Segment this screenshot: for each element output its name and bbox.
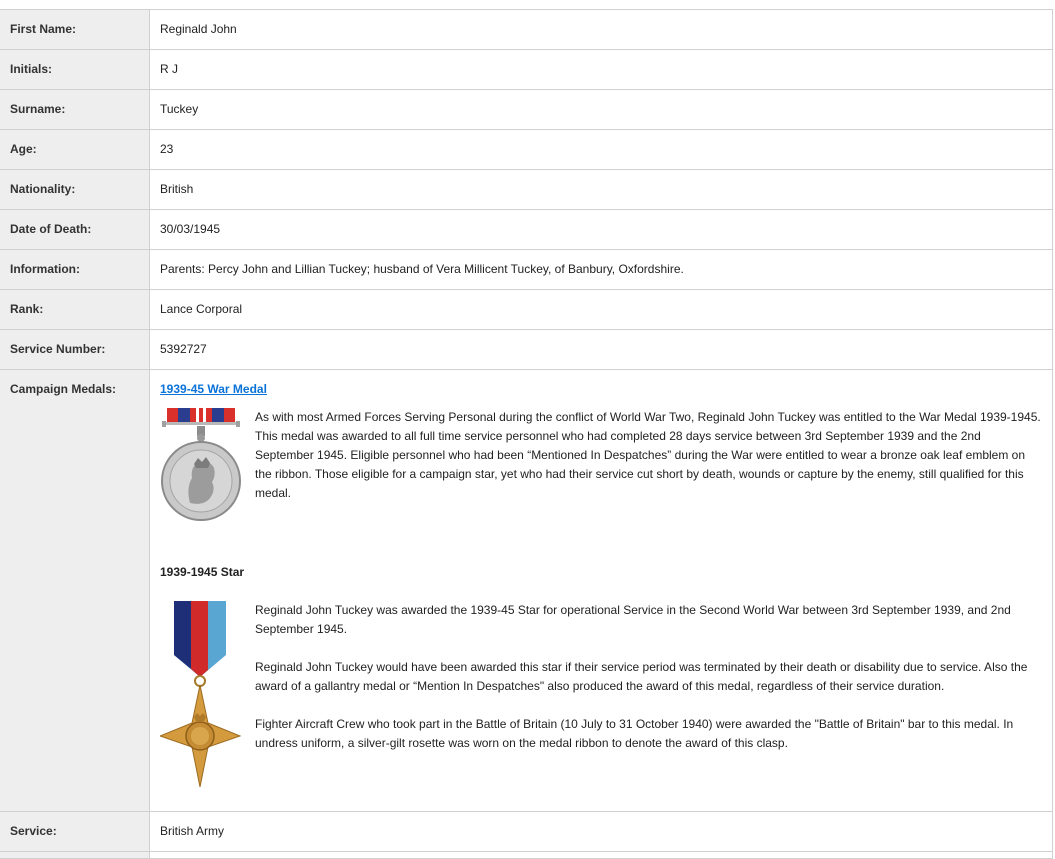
row-date-of-death	[0, 210, 1053, 250]
row-next-partial	[0, 852, 1053, 859]
label-first-name: First Name:	[0, 10, 150, 50]
label-nationality: Nationality:	[0, 170, 150, 210]
label-date-of-death: Date of Death:	[0, 210, 150, 250]
label-next-partial	[0, 852, 150, 859]
label-campaign-medals: Campaign Medals:	[0, 370, 150, 812]
value-service: British Army	[150, 812, 1053, 852]
label-age: Age:	[0, 130, 150, 170]
row-nationality	[0, 170, 1053, 210]
value-next-partial	[150, 852, 1053, 859]
label-information: Information:	[0, 250, 150, 290]
casualty-details-table	[0, 9, 1053, 859]
label-service-number: Service Number:	[0, 330, 150, 370]
star-paragraph-3: Fighter Aircraft Crew who took part in the Battle of Britain (10 July to 31 October 1940) were awarded the "Battle of Britain" bar to this medal. In undress uniform, a silver-gilt rosette was worn on the medal ribbon to denote the award of this clasp.	[255, 717, 1014, 750]
row-initials	[0, 50, 1053, 90]
row-surname	[0, 90, 1053, 130]
value-nationality: British	[150, 170, 1053, 210]
star-medal-image-icon	[160, 601, 255, 793]
label-service: Service:	[0, 812, 150, 852]
row-information	[0, 250, 1053, 290]
row-rank	[0, 290, 1053, 330]
war-medal-description	[255, 408, 1042, 532]
row-service-number	[0, 330, 1053, 370]
value-campaign-medals	[150, 370, 1053, 812]
war-medal-image-icon	[160, 408, 255, 532]
label-surname: Surname:	[0, 90, 150, 130]
star-paragraph-2: Reginald John Tuckey would have been awarded this star if their service period was terminated by their death or disability due to service. Also the award of a gallantry medal or “Mention In Despatches" also produced the award of this medal, regardless of their service duration.	[255, 660, 1028, 693]
value-first-name: Reginald John	[150, 10, 1053, 50]
star-medal-block	[160, 601, 1042, 793]
war-medal-link[interactable]: 1939-45 War Medal	[160, 382, 267, 396]
row-service	[0, 812, 1053, 852]
star-medal-description	[255, 601, 1042, 793]
label-rank: Rank:	[0, 290, 150, 330]
value-service-number: 5392727	[150, 330, 1053, 370]
war-medal-block	[160, 408, 1042, 532]
star-title: 1939-1945 Star	[160, 565, 245, 579]
row-age	[0, 130, 1053, 170]
star-paragraph-1: Reginald John Tuckey was awarded the 1939-45 Star for operational Service in the Second World War between 3rd September 1939, and 2nd September 1945.	[255, 603, 1011, 636]
row-campaign-medals	[0, 370, 1053, 812]
war-medal-paragraph: As with most Armed Forces Serving Personal during the conflict of World War Two, Reginald John Tuckey was entitled to the War Medal 1939-1945. This medal was awarded to all full time service personnel who had completed 28 days service between 3rd September 1939 and the 2nd September 1945. Eligible personnel who had been “Mentioned In Despatches” during the War were entitled to wear a bronze oak leaf emblem on the ribbon. Those eligible for a campaign star, yet who had their service cut short by death, wounds or capture by the enemy, still qualified for this medal.	[255, 410, 1041, 500]
value-age: 23	[150, 130, 1053, 170]
row-first-name	[0, 10, 1053, 50]
value-information: Parents: Percy John and Lillian Tuckey; husband of Vera Millicent Tuckey, of Banbury, Oxfordshire.	[150, 250, 1053, 290]
value-initials: R J	[150, 50, 1053, 90]
value-surname: Tuckey	[150, 90, 1053, 130]
value-rank: Lance Corporal	[150, 290, 1053, 330]
value-date-of-death: 30/03/1945	[150, 210, 1053, 250]
label-initials: Initials:	[0, 50, 150, 90]
